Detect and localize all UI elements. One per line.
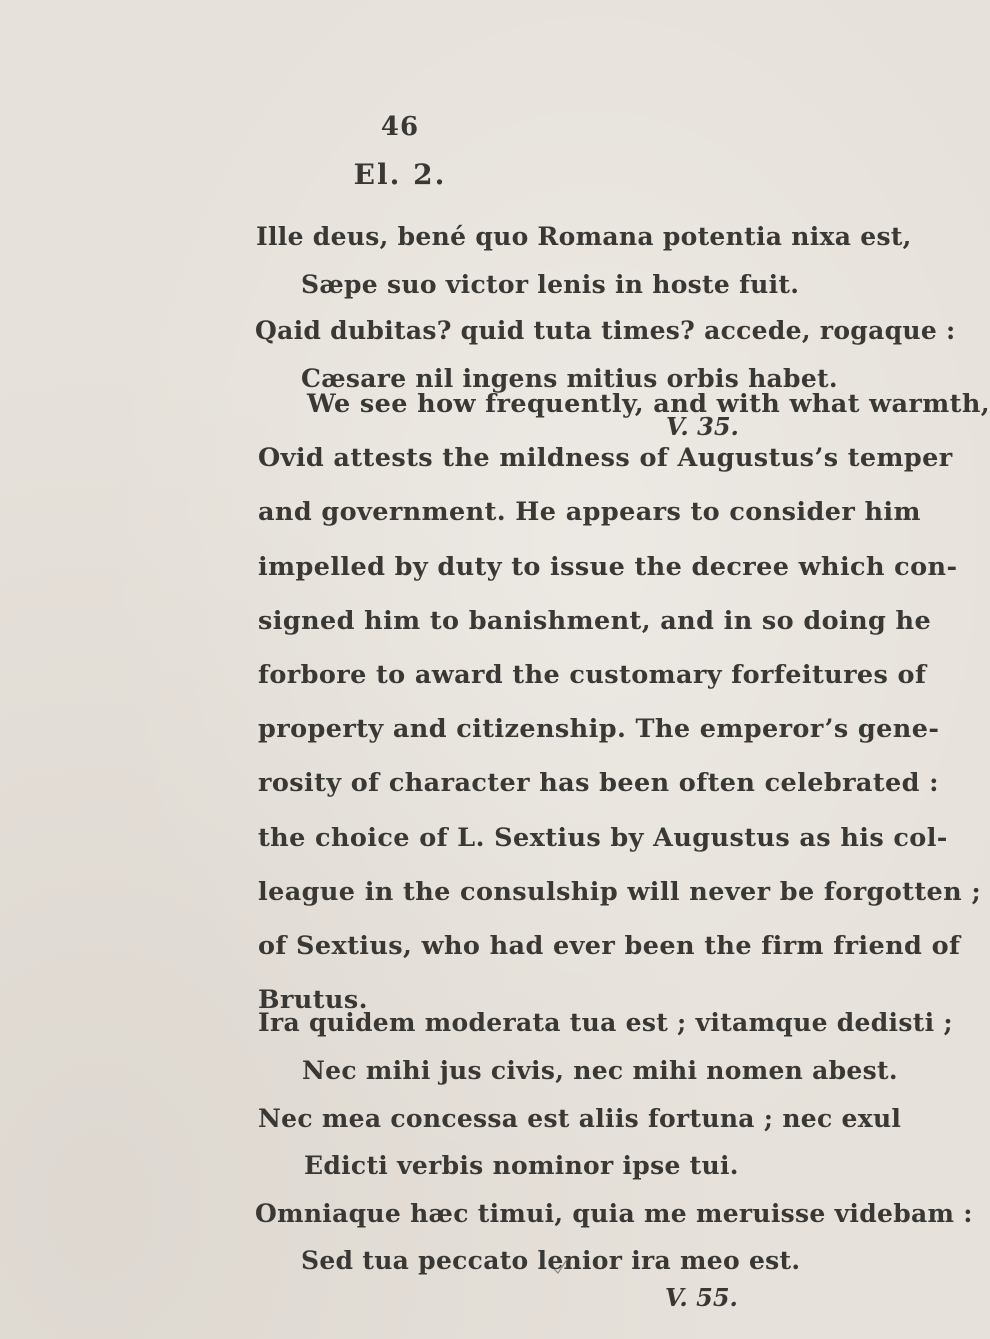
prose-line: impelled by duty to issue the decree which con- (258, 551, 958, 582)
prose-line: We see how frequently, and with what warmth, (307, 389, 990, 419)
prose-line: the choice of L. Sextius by Augustus as his col- (258, 822, 948, 853)
verse-line: Nec mea concessa est aliis fortuna ; nec exul (258, 1104, 902, 1133)
verse-line: Cæsare nil ingens mitius orbis habet. (301, 364, 838, 393)
verse-line: Sed tua peccato lenior ira meo est. (301, 1246, 801, 1275)
verse-line: Ille deus, bené quo Romana potentia nixa est, (256, 222, 912, 251)
verse-line: Nec mihi jus civis, nec mihi nomen abest. (302, 1056, 898, 1085)
prose-line: property and citizenship. The emperor’s gene- (258, 714, 940, 745)
page-number: 46 (380, 112, 420, 142)
prose-line: Ovid attests the mildness of Augustus’s temper (258, 443, 953, 474)
verse-reference: V. 35. (666, 412, 739, 441)
prose-line: and government. He appears to consider him (258, 497, 921, 528)
prose-line: rosity of character has been often celebrated : (258, 768, 939, 799)
verse-line: Qaid dubitas? quid tuta times? accede, rogaque : (255, 316, 956, 345)
verse-line: Omniaque hæc timui, quia me meruisse videbam : (255, 1199, 973, 1228)
prose-line: Brutus. (258, 985, 368, 1016)
prose-line: signed him to banishment, and in so doing he (258, 605, 932, 636)
pencil-tick-mark (552, 1255, 570, 1275)
prose-line: forbore to award the customary forfeitures of (258, 659, 927, 690)
verse-reference: V. 55. (665, 1283, 738, 1312)
prose-line: of Sextius, who had ever been the firm friend of (258, 930, 961, 961)
verse-line: Ira quidem moderata tua est ; vitamque dedisti ; (258, 1008, 953, 1037)
verse-line: Sæpe suo victor lenis in hoste fuit. (301, 270, 800, 299)
verse-line: Edicti verbis nominor ipse tui. (304, 1151, 739, 1180)
prose-line: league in the consulship will never be forgotten ; (258, 876, 982, 907)
elegy-reference: El. 2. (353, 158, 447, 191)
